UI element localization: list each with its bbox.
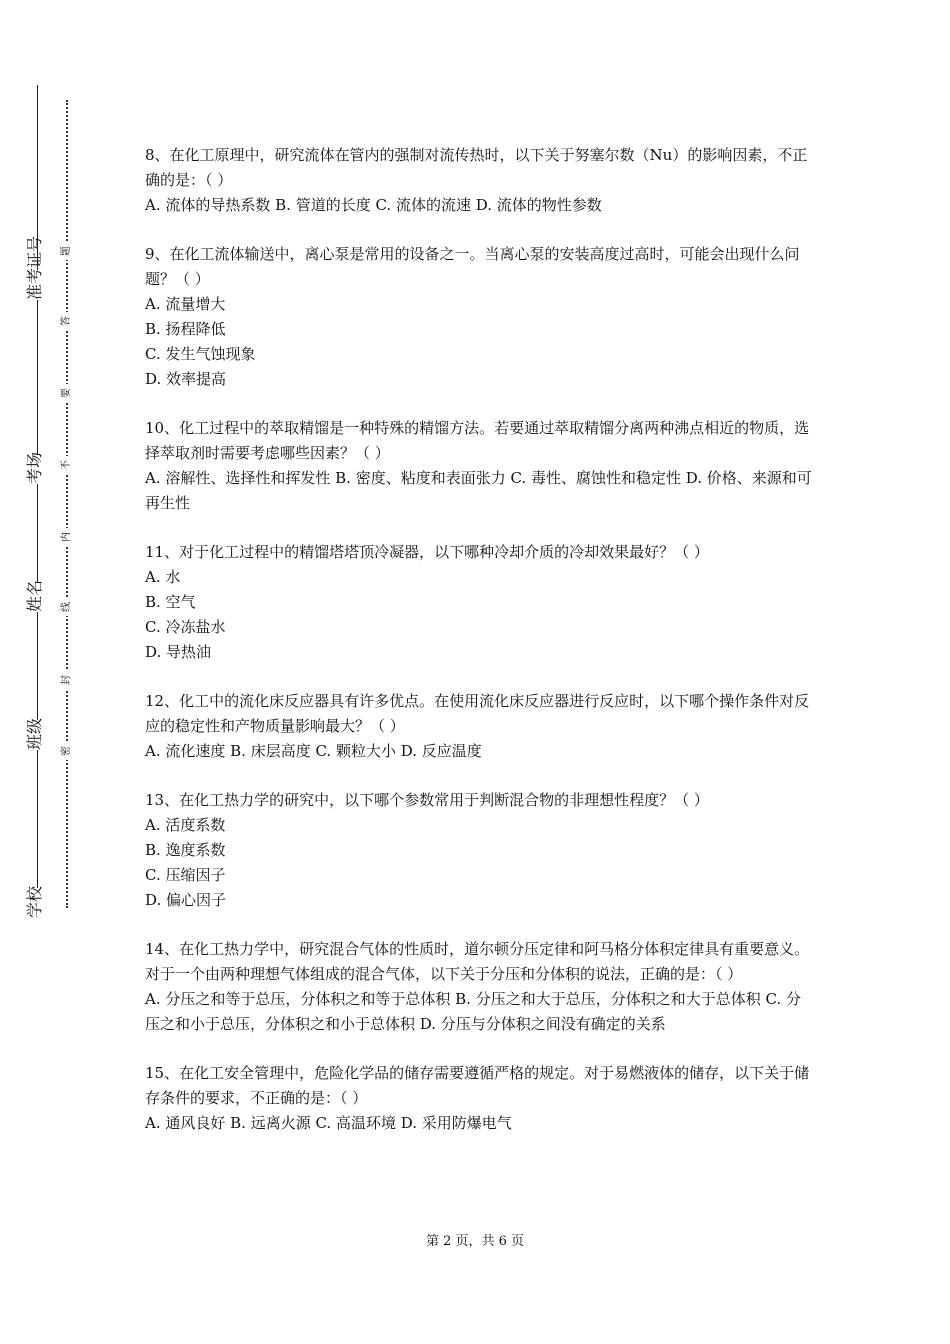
option-d: D. 效率提高	[145, 370, 227, 388]
option-b: B. 空气	[145, 593, 196, 611]
seal-char: 答	[60, 312, 74, 330]
option-a: A. 水	[145, 568, 181, 586]
option-a: A. 流量增大	[145, 295, 226, 313]
question-options: A. 流体的导热系数 B. 管道的长度 C. 流体的流速 D. 流体的物性参数	[145, 196, 602, 214]
question-options: A. 溶解性、选择性和挥发性 B. 密度、粘度和表面张力 C. 毒性、腐蚀性和稳定性 D. 价格、来源和可再生性	[145, 469, 812, 512]
question-text: 14、在化工热力学中，研究混合气体的性质时，道尔顿分压定律和阿马格分体积定律具有重要意义。对于一个由两种理想气体组成的混合气体，以下关于分压和分体积的说法，正确的是：（ ）	[145, 940, 810, 983]
question-13	[145, 788, 815, 913]
page-number: 第 2 页，共 6 页	[425, 1234, 525, 1249]
exam-number-label: 准考证号	[20, 270, 50, 300]
seal-char: 不	[60, 456, 74, 474]
seal-char: 线	[60, 598, 74, 616]
question-12	[145, 689, 815, 764]
question-14	[145, 937, 815, 1037]
seal-char: 题	[60, 242, 74, 260]
binding-solid-line	[37, 85, 38, 905]
question-15	[145, 1061, 815, 1136]
seal-char: 要	[60, 384, 74, 402]
option-d: D. 导热油	[145, 643, 212, 661]
seal-dotted-line	[66, 100, 68, 908]
question-options: A. 流化速度 B. 床层高度 C. 颗粒大小 D. 反应温度	[145, 742, 482, 760]
question-11	[145, 540, 815, 665]
seal-char: 内	[60, 528, 74, 546]
exam-room-label: 考场	[20, 454, 50, 484]
question-text: 15、在化工安全管理中，危险化学品的储存需要遵循严格的规定。对于易燃液体的储存，以下关于储存条件的要求，不正确的是：（ ）	[145, 1064, 810, 1107]
class-label: 班级	[20, 720, 50, 750]
question-text: 10、化工过程中的萃取精馏是一种特殊的精馏方法。若要通过萃取精馏分离两种沸点相近的物质，选择萃取剂时需要考虑哪些因素？（ ）	[145, 419, 810, 462]
question-options: A. 通风良好 B. 远离火源 C. 高温环境 D. 采用防爆电气	[145, 1114, 512, 1132]
option-a: A. 活度系数	[145, 816, 226, 834]
name-label: 姓名	[20, 582, 50, 612]
binding-margin	[0, 0, 110, 1344]
option-c: C. 冷冻盐水	[145, 618, 226, 636]
question-options: A. 分压之和等于总压，分体积之和等于总体积 B. 分压之和大于总压，分体积之和大于总体积 C. 分压之和小于总压，分体积之和小于总体积 D. 分压与分体积之间没有确定的关系	[145, 990, 801, 1033]
question-10	[145, 416, 815, 516]
question-text: 9、在化工流体输送中，离心泵是常用的设备之一。当离心泵的安装高度过高时，可能会出现什么问题？（ ）	[145, 245, 800, 288]
question-9	[145, 242, 815, 392]
option-c: C. 发生气蚀现象	[145, 345, 256, 363]
seal-char: 密	[60, 742, 74, 760]
option-b: B. 逸度系数	[145, 841, 226, 859]
question-text: 12、化工中的流化床反应器具有许多优点。在使用流化床反应器进行反应时，以下哪个操作条件对反应的稳定性和产物质量影响最大？（ ）	[145, 692, 810, 735]
question-text: 11、对于化工过程中的精馏塔塔顶冷凝器，以下哪种冷却介质的冷却效果最好？（ ）	[145, 543, 709, 561]
question-text: 8、在化工原理中，研究流体在管内的强制对流传热时，以下关于努塞尔数（Nu）的影响因素，不正确的是：（ ）	[145, 146, 808, 189]
option-d: D. 偏心因子	[145, 891, 227, 909]
question-text: 13、在化工热力学的研究中，以下哪个参数常用于判断混合物的非理想性程度？（ ）	[145, 791, 709, 809]
school-label: 学校	[20, 888, 50, 918]
question-list	[145, 143, 815, 1160]
seal-char: 封	[60, 671, 74, 689]
option-b: B. 扬程降低	[145, 320, 226, 338]
option-c: C. 压缩因子	[145, 866, 226, 884]
question-8	[145, 143, 815, 218]
